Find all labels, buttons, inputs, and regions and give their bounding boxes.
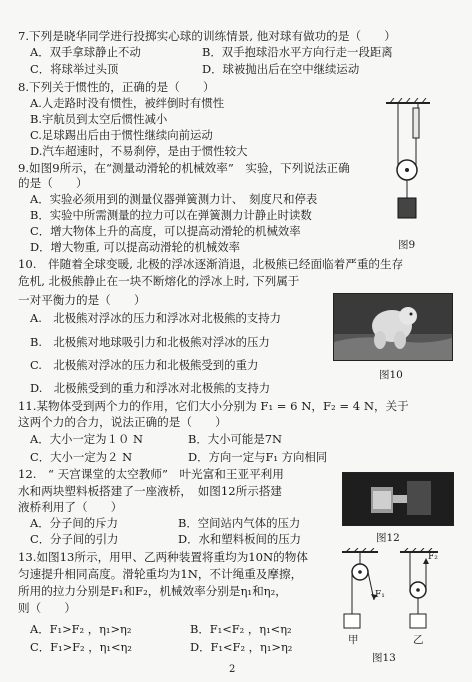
q10-option-d: D. 北极熊受到的重力和浮冰对北极熊的支持力 [30, 381, 271, 395]
q12-option-b: B．空间站内气体的压力 [178, 516, 301, 530]
q8-option-d: D.汽车超速时，不易刹停，是由于惯性较大 [30, 144, 248, 158]
q13-option-c: C．F₁>F₂ ，η₁<η₂ [30, 640, 132, 654]
q9-stem-line2: 的是（ ） [18, 176, 88, 190]
q11-option-c: C．大小一定为２ N [30, 450, 133, 464]
q12-option-a: A．分子间的斥力 [30, 516, 118, 530]
q9-option-b: B．实验中所需测量的拉力可以在弹簧测力计静止时读数 [30, 208, 312, 222]
pulley-figure-9 [380, 98, 436, 230]
q10-option-c: C. 北极熊对浮冰的压力和北极熊受到的重力 [30, 358, 259, 372]
q11-option-a: A．大小一定为１０ N [30, 432, 143, 446]
q8-option-c: C.足球踢出后由于惯性继续向前运动 [30, 128, 213, 142]
q13-stem-line3: 所用的拉力分别是F₁和F₂，机械效率分别是η₁和η₂， [18, 584, 287, 598]
q13-option-a: A．F₁>F₂ ，η₁>η₂ [30, 622, 132, 636]
q8-option-b: B.宇航员到太空后惯性减小 [30, 112, 168, 126]
q12-option-c: C．分子间的引力 [30, 532, 119, 546]
q10-stem-line1: 10. 伴随着全球变暖, 北极的浮冰逐渐消退，北极熊已经面临着严重的生存 [18, 257, 404, 271]
label-jia: 甲 [348, 634, 359, 646]
page-number: 2 [229, 664, 236, 675]
figure-9-caption: 图9 [398, 239, 416, 251]
q13-option-d: D．F₁<F₂ ，η₁>η₂ [190, 640, 293, 654]
q10-stem-line3: 一对平衡力的是（ ） [18, 293, 146, 307]
figure-10-caption: 图10 [379, 369, 403, 381]
q11-stem-line2: 这两个力的合力，说法正确的是（ ） [18, 415, 227, 429]
figure-12-caption: 图12 [376, 532, 400, 544]
q13-stem-line4: 则（ ） [18, 601, 76, 615]
q9-option-c: C．增大物体上升的高度，可以提高动滑轮的机械效率 [30, 224, 301, 238]
q7-option-a: A．双手拿球静止不动 [30, 45, 141, 59]
q7-option-c: C．将球举过头顶 [30, 62, 119, 76]
q13-stem-line1: 13.如图13所示，用甲、乙两种装置将重均为10N的物体 [18, 550, 308, 564]
figure-13-caption: 图13 [372, 652, 396, 664]
label-yi: 乙 [413, 634, 424, 646]
q7-stem: 7.下列是晓华同学进行投掷实心球的训练情景, 他对球有做功的是（ ） [18, 29, 396, 43]
q10-stem-line2: 危机, 北极熊静止在一块不断熔化的浮冰上时, 下列属于 [18, 274, 300, 288]
q9-stem-line1: 9.如图9所示，在“测量动滑轮的机械效率” 实验，下列说法正确 [18, 161, 350, 175]
q12-stem-line1: 12. “ 天宫课堂的太空教师” 叶光富和王亚平利用 [18, 467, 284, 481]
label-f1: F₁ [375, 590, 385, 600]
q11-option-d: D．方向一定与F₁ 方向相同 [188, 450, 328, 464]
q11-stem-line1: 11.某物体受到两个力的作用，它们大小分别为 F₁ = 6 N，F₂ = 4 N，关于 [18, 399, 409, 413]
q7-option-d: D．球被抛出后在空中继续运动 [202, 62, 360, 76]
q8-stem: 8.下列关于惯性的，正确的是（ ） [18, 80, 215, 94]
q7-option-b: B．双手抱球沿水平方向行走一段距离 [202, 45, 393, 59]
label-f2: F₂ [428, 552, 438, 562]
q10-option-b: B. 北极熊对地球吸引力和北极熊对浮冰的压力 [30, 335, 270, 349]
q12-option-d: D．水和塑料板间的压力 [178, 532, 302, 546]
q13-stem-line2: 匀速提升相同高度。滑轮重均为1N，不计绳重及摩擦， [18, 567, 303, 581]
q12-stem-line2: 水和两块塑料板搭建了一座液桥， 如图12所示搭建 [18, 484, 283, 498]
liquid-bridge-photo [342, 472, 454, 526]
polar-bear-photo [333, 293, 453, 361]
q13-option-b: B．F₁<F₂ ，η₁<η₂ [190, 622, 292, 636]
q8-option-a: A.人走路时没有惯性，被绊倒时有惯性 [30, 96, 225, 110]
q9-option-d: D．增大物重, 可以提高动滑轮的机械效率 [30, 240, 241, 254]
q11-option-b: B．大小可能是7N [188, 432, 282, 446]
q12-stem-line3: 液桥利用了（ ） [18, 500, 123, 514]
q9-option-a: A．实验必须用到的测量仪器弹簧测力计、 刻度尺和停表 [30, 192, 318, 206]
q10-option-a: A. 北极熊对浮冰的压力和浮冰对北极熊的支持力 [30, 311, 282, 325]
